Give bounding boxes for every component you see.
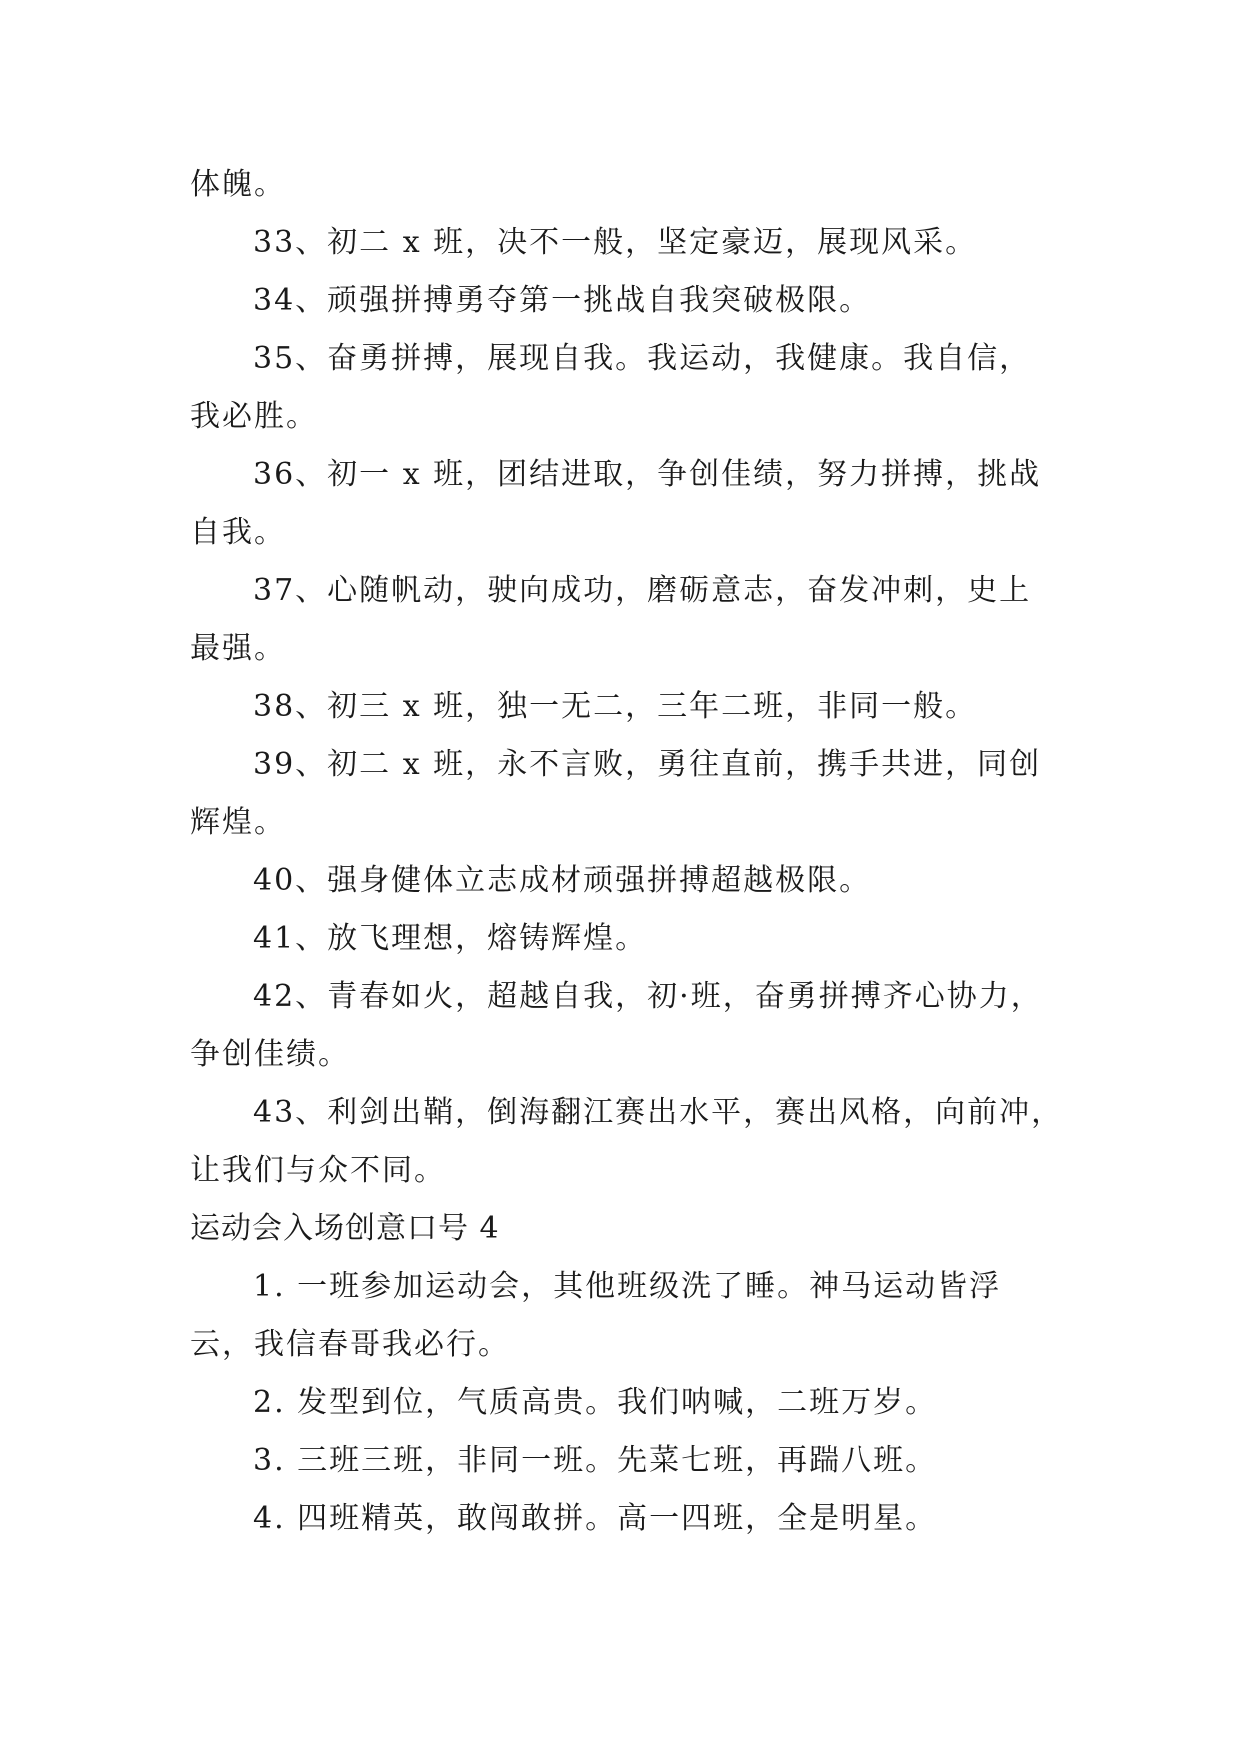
- text-line: 辉煌。: [190, 805, 286, 840]
- slogan-36: 36、初一 x 班，团结进取，争创佳绩，努力拼搏，挑战: [253, 457, 1042, 492]
- slogan-38: 38、初三 x 班，独一无二，三年二班，非同一般。: [253, 689, 978, 724]
- slogan-37: 37、心随帆动，驶向成功，磨砺意志，奋发冲刺，史上: [253, 573, 1032, 608]
- slogan-42: 42、青春如火，超越自我，初·班，奋勇拼搏齐心协力，: [253, 979, 1043, 1014]
- text-line: 争创佳绩。: [190, 1037, 350, 1072]
- section-heading: 运动会入场创意口号 4: [190, 1211, 500, 1246]
- text-line: 最强。: [190, 631, 286, 666]
- text-line: 自我。: [190, 515, 286, 550]
- slogan-item-4: 4. 四班精英，敢闯敢拼。高一四班，全是明星。: [253, 1501, 938, 1536]
- text-line: 体魄。: [190, 167, 286, 202]
- slogan-40: 40、强身健体立志成材顽强拼搏超越极限。: [253, 863, 872, 898]
- text-line: 云，我信春哥我必行。: [190, 1327, 510, 1362]
- text-line: 我必胜。: [190, 399, 318, 434]
- slogan-41: 41、放飞理想，熔铸辉煌。: [253, 921, 648, 956]
- slogan-39: 39、初二 x 班，永不言败，勇往直前，携手共进，同创: [253, 747, 1042, 782]
- slogan-item-2: 2. 发型到位，气质高贵。我们呐喊，二班万岁。: [253, 1385, 938, 1420]
- slogan-item-3: 3. 三班三班，非同一班。先菜七班，再踹八班。: [253, 1443, 938, 1478]
- slogan-35: 35、奋勇拼搏，展现自我。我运动，我健康。我自信，: [253, 341, 1032, 376]
- slogan-34: 34、顽强拼搏勇夺第一挑战自我突破极限。: [253, 283, 872, 318]
- slogan-43: 43、利剑出鞘，倒海翻江赛出水平，赛出风格，向前冲，: [253, 1095, 1064, 1130]
- document-body: [190, 156, 1064, 1548]
- text-line: 让我们与众不同。: [190, 1153, 446, 1188]
- slogan-item-1: 1. 一班参加运动会，其他班级洗了睡。神马运动皆浮: [253, 1269, 1002, 1304]
- slogan-33: 33、初二 x 班，决不一般，坚定豪迈，展现风采。: [253, 225, 978, 260]
